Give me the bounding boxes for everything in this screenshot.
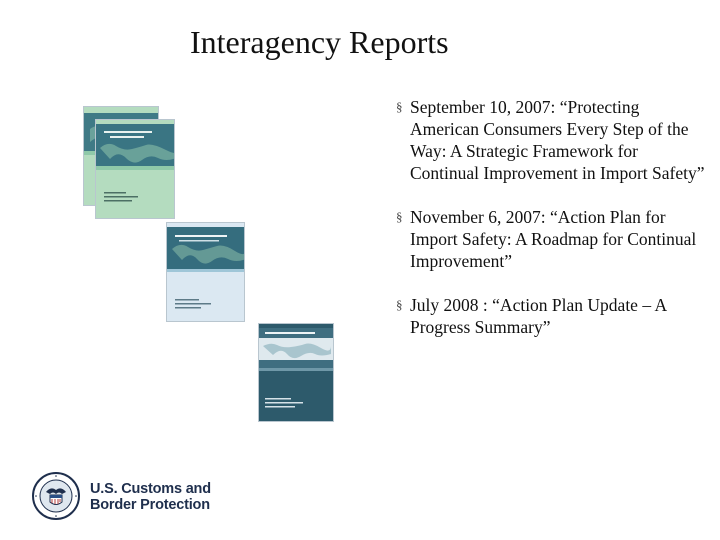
bullet-text: September 10, 2007: “Protecting American Consumers Every Step of the Way: A Strategic Framework for Continual Improvement in Import Safety” [410, 97, 705, 183]
action-plan-update-report-cover [258, 323, 334, 422]
cbp-logo [32, 472, 232, 522]
list-item [396, 96, 708, 184]
agency-name-line2: Border Protection [90, 497, 210, 513]
dhs-seal-icon [32, 472, 80, 520]
bullet-marker: § [396, 209, 403, 224]
agency-name-line1: U.S. Customs and [90, 481, 211, 497]
list-item [396, 294, 708, 338]
agency-name [90, 481, 240, 513]
action-plan-report-cover [166, 222, 245, 322]
bullet-text: July 2008 : “Action Plan Update – A Progress Summary” [410, 295, 667, 337]
report-list [396, 96, 708, 338]
slide-title: Interagency Reports [190, 24, 449, 60]
bullet-marker: § [396, 99, 403, 114]
strategic-framework-report-cover [95, 119, 175, 219]
list-item [396, 206, 708, 272]
bullet-text: November 6, 2007: “Action Plan for Import Safety: A Roadmap for Continual Improvement” [410, 207, 697, 271]
bullet-marker: § [396, 297, 403, 312]
